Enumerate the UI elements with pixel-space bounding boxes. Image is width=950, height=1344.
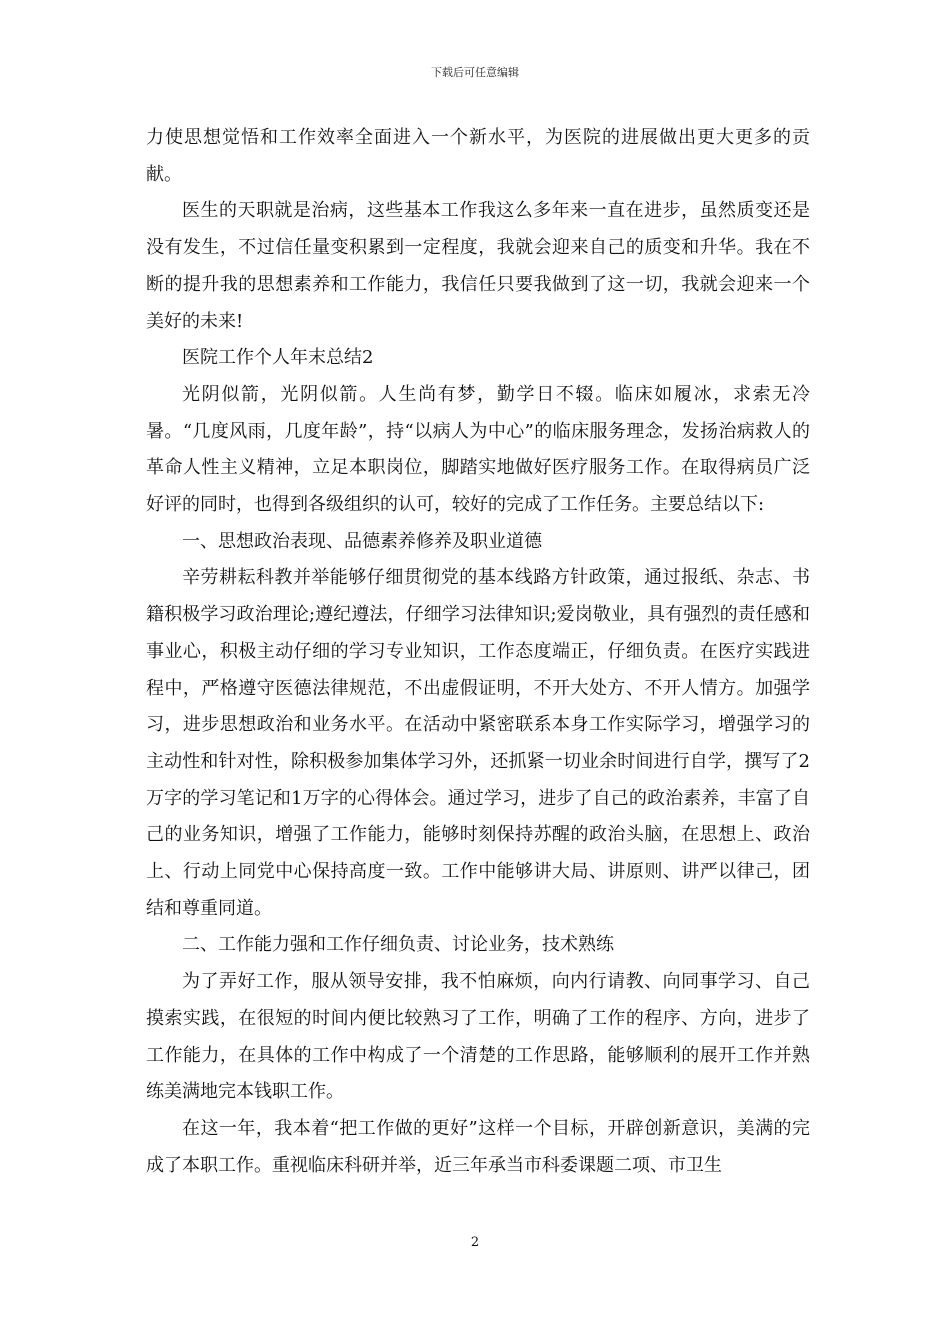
paragraph: 力使思想觉悟和工作效率全面进入一个新水平，为医院的进展做出更大更多的贡献。 [146,127,810,185]
page-header [0,65,950,81]
page-footer [0,1234,950,1252]
paragraph: 医生的天职就是治病，这些基本工作我这么多年来一直在进步，虽然质变还是没有发生，不过信任量变积累到一定程度，我就会迎来自己的质变和升华。我在不断的提升我的思想素养和工作能力，我信任只要我做到了这一切，我就会迎来一个美好的未来! [146,200,810,332]
section-heading: 二、工作能力强和工作仔细负责、讨论业务，技术熟练 [182,934,614,956]
section-heading: 一、思想政治表现、品德素养修养及职业道德 [182,530,542,552]
page-number: 2 [470,1235,480,1250]
document-body [146,120,810,1184]
paragraph: 光阴似箭，光阴似箭。人生尚有梦，勤学日不辍。临床如履冰，求索无冷暑。“几度风雨，几度年龄”，持“以病人为中心”的临床服务理念，发扬治病救人的革命人性主义精神，立足本职岗位，脚踏实地做好医疗服务工作。在取得病员广泛好评的同时，也得到各级组织的认可，较好的完成了工作任务。主要总结以下: [146,383,810,516]
paragraph: 辛劳耕耘科教并举能够仔细贯彻党的基本线路方针政策，通过报纸、杂志、书籍积极学习政治理论;遵纪遵法，仔细学习法律知识;爱岗敬业，具有强烈的责任感和事业心，积极主动仔细的学习专业知识，工作态度端正，仔细负责。在医疗实践进程中，严格遵守医德法律规范，不出虚假证明，不开大处方、不开人情方。加强学习，进步思想政治和业务水平。在活动中紧密联系本身工作实际学习，增强学习的主动性和针对性，除积极参加集体学习外，还抓紧一切业余时间进行自学，撰写了2万字的学习笔记和1万字的心得体会。通过学习，进步了自己的政治素养，丰富了自己的业务知识，增强了工作能力，能够时刻保持苏醒的政治头脑，在思想上、政治上、行动上同党中心保持高度一致。工作中能够讲大局、讲原则、讲严以律己，团结和尊重同道。 [146,567,810,919]
header-text: 下载后可任意编辑 [431,66,519,79]
paragraph: 在这一年，我本着“把工作做的更好”这样一个目标，开辟创新意识，美满的完成了本职工作。重视临床科研并举，近三年承当市科委课题二项、市卫生 [146,1117,810,1176]
section-title: 医院工作个人年末总结2 [182,347,374,369]
paragraph: 为了弄好工作，服从领导安排，我不怕麻烦，向内行请教、向同事学习、自己摸索实践，在很短的时间内便比较熟习了工作，明确了工作的程序、方向，进步了工作能力，在具体的工作中构成了一个清楚的工作思路，能够顺利的展开工作并熟练美满地完本钱职工作。 [146,971,810,1103]
